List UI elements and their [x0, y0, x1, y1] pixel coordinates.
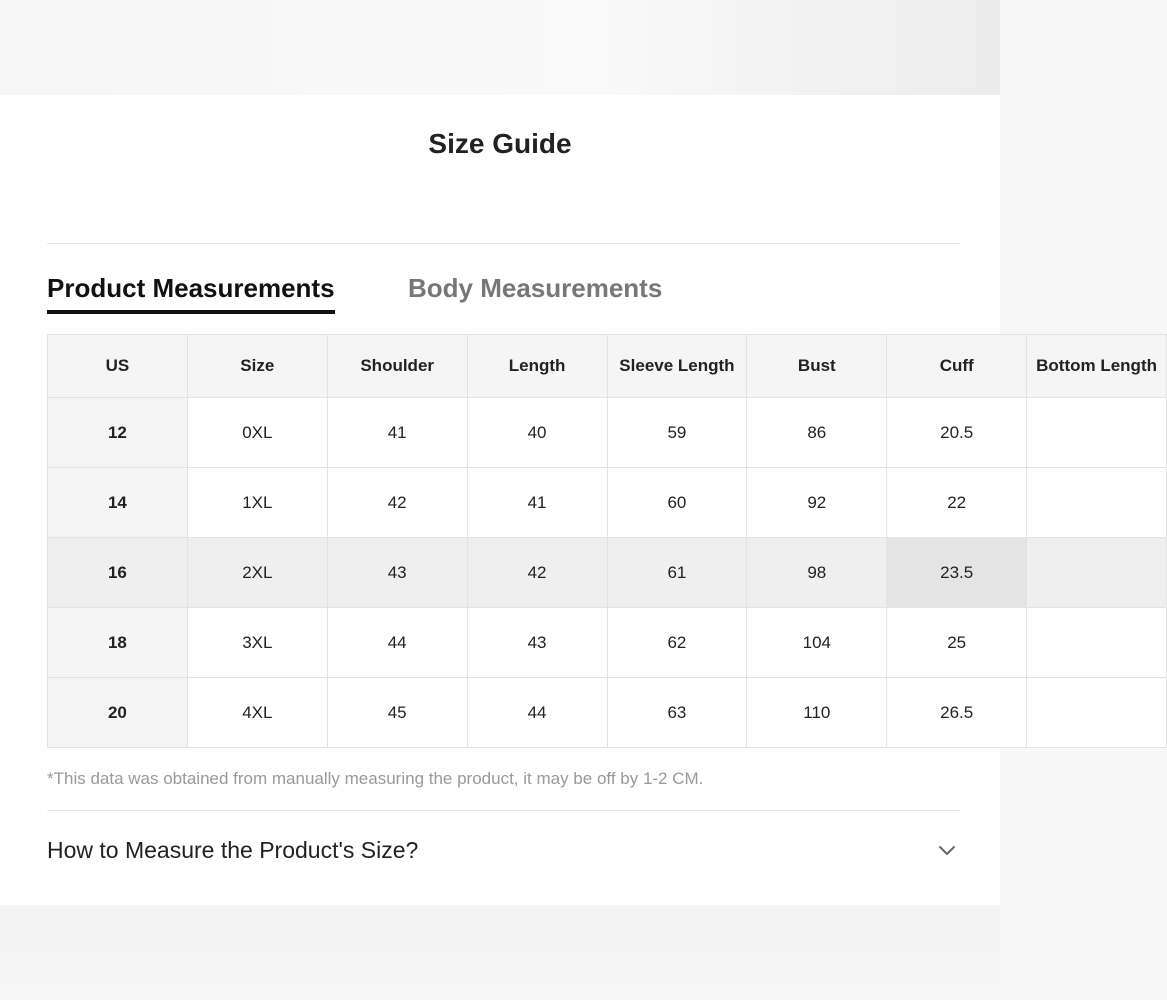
- table-row[interactable]: [48, 608, 1167, 678]
- cell-bottom-length: [1027, 468, 1167, 538]
- cell-bottom-length: [1027, 608, 1167, 678]
- table-row-highlighted[interactable]: [48, 538, 1167, 608]
- cell-shoulder: 44: [327, 608, 467, 678]
- column-header-sleeve-length: Sleeve Length: [607, 335, 747, 398]
- cell-bust: 104: [747, 608, 887, 678]
- chevron-down-icon[interactable]: [936, 839, 958, 861]
- table-row[interactable]: [48, 678, 1167, 748]
- cell-size: 1XL: [187, 468, 327, 538]
- cell-sleeve-length: 61: [607, 538, 747, 608]
- column-header-bust: Bust: [747, 335, 887, 398]
- cell-sleeve-length: 63: [607, 678, 747, 748]
- measure-guide-accordion[interactable]: [47, 835, 960, 867]
- column-header-size: Size: [187, 335, 327, 398]
- column-header-us: US: [48, 335, 188, 398]
- cell-length: 44: [467, 678, 607, 748]
- table-row[interactable]: [48, 468, 1167, 538]
- cell-shoulder: 42: [327, 468, 467, 538]
- column-header-bottom-length: Bottom Length: [1027, 335, 1167, 398]
- cell-length: 41: [467, 468, 607, 538]
- cell-cuff: 20.5: [887, 398, 1027, 468]
- cell-shoulder: 41: [327, 398, 467, 468]
- tab-product-measurements[interactable]: Product Measurements: [47, 273, 335, 314]
- cell-shoulder: 43: [327, 538, 467, 608]
- column-header-cuff: Cuff: [887, 335, 1027, 398]
- cell-bust: 110: [747, 678, 887, 748]
- cell-sleeve-length: 62: [607, 608, 747, 678]
- cell-length: 40: [467, 398, 607, 468]
- cell-bust: 98: [747, 538, 887, 608]
- page-title: Size Guide: [428, 128, 572, 159]
- size-guide-panel: [0, 95, 1157, 905]
- cell-bottom-length: [1027, 678, 1167, 748]
- accordion-label: How to Measure the Product's Size?: [47, 837, 419, 863]
- cell-cuff-hovered: 23.5: [887, 538, 1027, 608]
- cell-bottom-length: [1027, 398, 1167, 468]
- divider: [47, 243, 960, 244]
- cell-us: 20: [48, 678, 188, 748]
- cell-size: 2XL: [187, 538, 327, 608]
- table-row[interactable]: [48, 398, 1167, 468]
- page-background-top: [0, 0, 1000, 95]
- cell-size: 4XL: [187, 678, 327, 748]
- tab-body-measurements[interactable]: Body Measurements: [408, 273, 663, 303]
- cell-sleeve-length: 60: [607, 468, 747, 538]
- cell-cuff: 22: [887, 468, 1027, 538]
- divider: [47, 810, 960, 811]
- column-header-length: Length: [467, 335, 607, 398]
- cell-us: 14: [48, 468, 188, 538]
- cell-bottom-length: [1027, 538, 1167, 608]
- cell-length: 42: [467, 538, 607, 608]
- size-table-scroll[interactable]: [47, 334, 1157, 749]
- cell-size: 0XL: [187, 398, 327, 468]
- measurement-tabs: [47, 273, 960, 313]
- cell-cuff: 26.5: [887, 678, 1027, 748]
- measurement-note: *This data was obtained from manually measuring the product, it may be off by 1-2 CM.: [47, 769, 704, 788]
- size-table: [47, 334, 1167, 748]
- cell-cuff: 25: [887, 608, 1027, 678]
- cell-us: 16: [48, 538, 188, 608]
- table-header-row: [48, 335, 1167, 398]
- cell-bust: 86: [747, 398, 887, 468]
- cell-us: 12: [48, 398, 188, 468]
- cell-bust: 92: [747, 468, 887, 538]
- cell-sleeve-length: 59: [607, 398, 747, 468]
- cell-length: 43: [467, 608, 607, 678]
- page-background-bottom: [0, 905, 1000, 1000]
- cell-us: 18: [48, 608, 188, 678]
- column-header-shoulder: Shoulder: [327, 335, 467, 398]
- cell-shoulder: 45: [327, 678, 467, 748]
- cell-size: 3XL: [187, 608, 327, 678]
